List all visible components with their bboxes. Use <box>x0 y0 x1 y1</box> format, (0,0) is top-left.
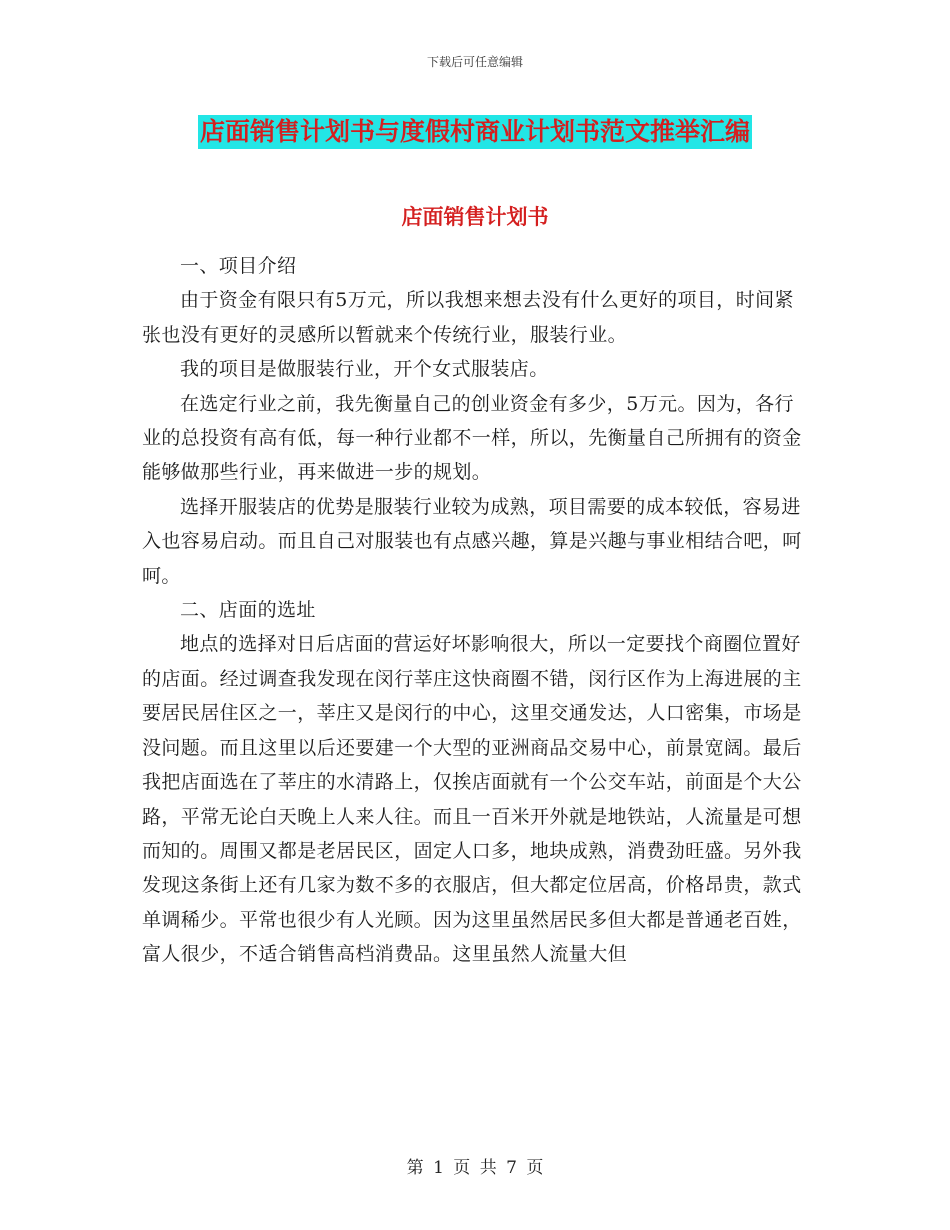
section-title: 店面销售计划书 <box>401 205 549 229</box>
paragraph: 由于资金有限只有5万元，所以我想来想去没有什么更好的项目，时间紧张也没有更好的灵感所以暂就来个传统行业，服装行业。 <box>142 289 794 346</box>
page-number: 第 1 页 共 7 页 <box>406 1158 544 1178</box>
heading-store-location: 二、店面的选址 <box>180 599 316 622</box>
paragraph: 地点的选择对日后店面的营运好坏影响很大，所以一定要找个商圈位置好的店面。经过调查我发现在闵行莘庄这快商圈不错，闵行区作为上海进展的主要居民居住区之一，莘庄又是闵行的中心，这里交通发达，人口密集，市场是没问题。而且这里以后还要建一个大型的亚洲商品交易中心，前景宽阔。最后我把店面选在了莘庄的水清路上，仅挨店面就有一个公交车站，前面是个大公路，平常无论白天晚上人来人往。而且一百米开外就是地铁站，人流量是可想而知的。周围又都是老居民区，固定人口多，地块成熟，消费劲旺盛。另外我发现这条街上还有几家为数不多的衣服店，但大都定位居高，价格昂贵，款式单调稀少。平常也很少有人光顾。因为这里虽然居民多但大都是普通老百姓，富人很少，不适合销售高档消费品。这里虽然人流量大但 <box>142 633 802 966</box>
document-title-text: 店面销售计划书与度假村商业计划书范文推举汇编 <box>198 115 752 149</box>
document-title <box>0 111 950 149</box>
paragraph: 我的项目是做服装行业，开个女式服装店。 <box>180 358 549 381</box>
paragraph: 选择开服装店的优势是服装行业较为成熟，项目需要的成本较低，容易进入也容易启动。而且自己对服装也有点感兴趣，算是兴趣与事业相结合吧，呵呵。 <box>142 495 802 587</box>
heading-project-intro: 一、项目介绍 <box>180 255 297 277</box>
paragraph: 在选定行业之前，我先衡量自己的创业资金有多少，5万元。因为，各行业的总投资有高有低，每一种行业都不一样，所以，先衡量自己所拥有的资金能够做那些行业，再来做进一步的规划。 <box>142 392 802 484</box>
page-header-note: 下载后可任意编辑 <box>426 55 523 69</box>
document-body <box>142 249 810 972</box>
